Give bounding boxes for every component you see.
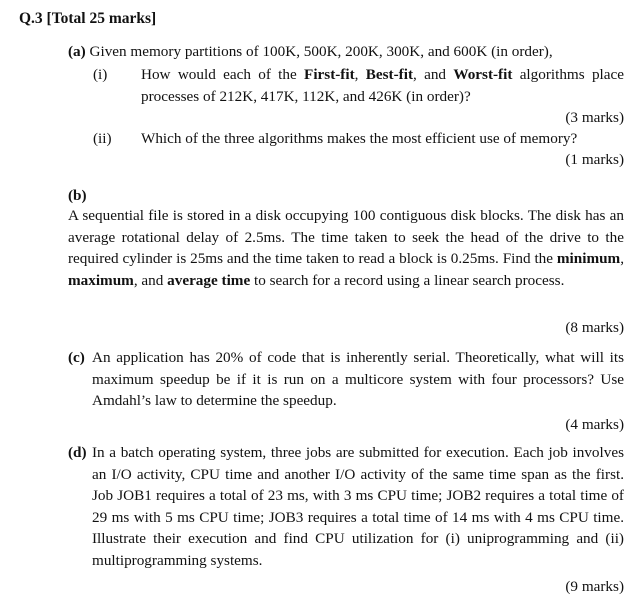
- question-title: Q.3 [Total 25 marks]: [19, 10, 157, 27]
- part-b-label: (b): [68, 187, 87, 204]
- part-a-i-text: How would each of the First-fit, Best-fit, and Worst-fit algorithms place processes of 212K, 417K, 112K, and 426K (in order)?: [141, 66, 624, 105]
- part-b-marks: (8 marks): [565, 319, 624, 336]
- part-a-intro: (a) Given memory partitions of 100K, 500K, 200K, 300K, and 600K (in order),: [68, 43, 553, 60]
- part-c-text: An application has 20% of code that is inherently serial. Theoretically, what will its maximum speedup be if it is run on a multicore system with four processors? Use Amdahl’s law to determine the speedup.: [92, 349, 624, 409]
- part-c-label: (c): [68, 349, 85, 366]
- part-d-text: In a batch operating system, three jobs are submitted for execution. Each job involves an I/O activity, CPU time and another I/O activity of the same time span as the first. Job JOB1 requires a total of 23 ms, with 3 ms CPU time; JOB2 requires a total time of 29 ms with 5 ms CPU time; JOB3 requires a total time of 14 ms with 4 ms CPU time. Illustrate their execution and find CPU utilization for (i) uniprogramming and (ii) multiprogramming systems.: [92, 444, 624, 569]
- part-d-label: (d): [68, 444, 87, 461]
- part-d-marks: (9 marks): [565, 578, 624, 595]
- part-a-i-label: (i): [93, 66, 108, 83]
- part-a-ii-text: Which of the three algorithms makes the most efficient use of memory?: [141, 130, 578, 147]
- part-c-marks: (4 marks): [565, 416, 624, 433]
- part-a-ii-marks: (1 marks): [565, 151, 624, 168]
- part-a-i-marks: (3 marks): [565, 109, 624, 126]
- part-a-ii-label: (ii): [93, 130, 112, 147]
- part-b-text: A sequential file is stored in a disk occupying 100 contiguous disk blocks. The disk has an average rotational delay of 2.5ms. The time taken to seek the head of the drive to the required cylinder is 25ms and the time taken to read a block is 0.25ms. Find the minimum, maximum, and average time to search for a record using a linear search process.: [68, 207, 624, 289]
